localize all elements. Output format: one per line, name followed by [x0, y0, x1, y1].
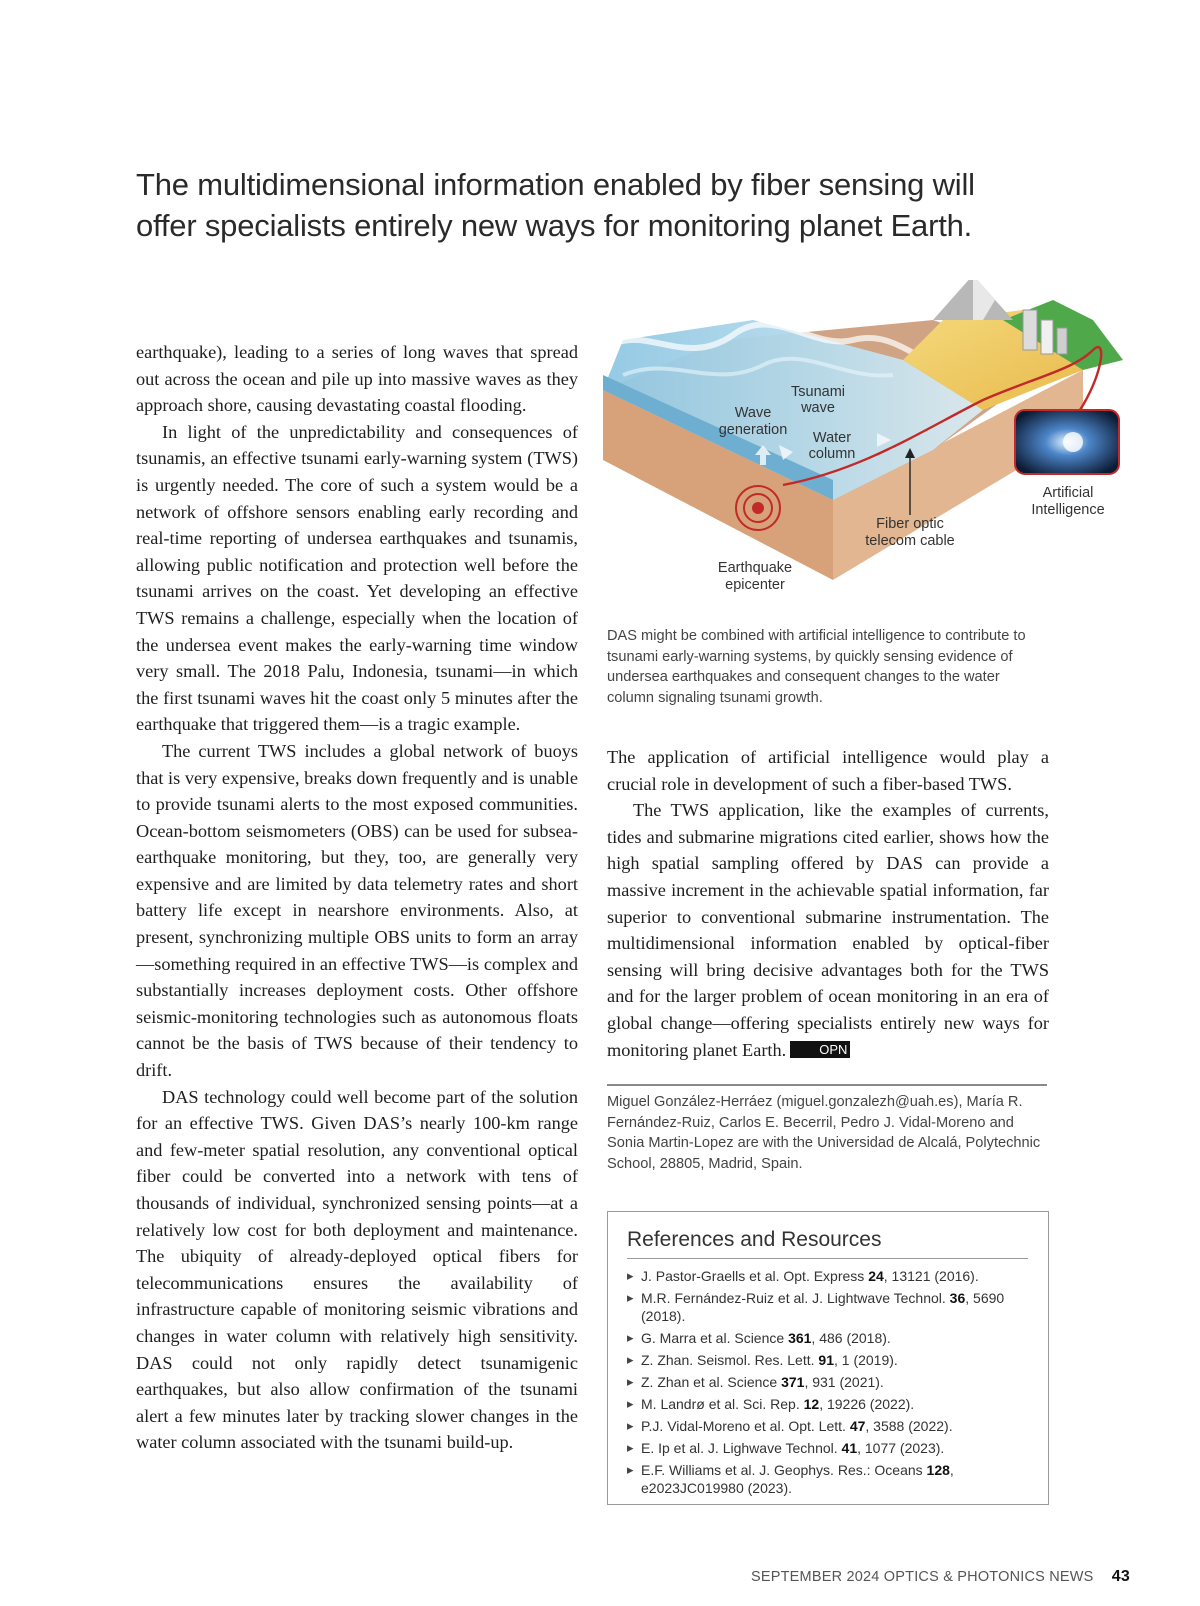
paragraph [607, 797, 1049, 1063]
label-ai: Intelligence [1031, 502, 1105, 518]
ref-volume: 371 [781, 1374, 805, 1390]
reference-item [627, 1373, 1028, 1391]
references-list [627, 1267, 1028, 1497]
ref-text: , 486 (2018). [811, 1330, 891, 1346]
reference-item [627, 1267, 1028, 1285]
ref-text: , 1 (2019). [833, 1352, 898, 1368]
label-water-column: Water [812, 430, 852, 446]
ref-text: , 13121 (2016). [883, 1268, 979, 1284]
ref-text: P.J. Vidal-Moreno et al. Opt. Lett. [641, 1418, 850, 1434]
ref-text: Z. Zhan. Seismol. Res. Lett. [641, 1352, 819, 1368]
ref-volume: 41 [841, 1440, 858, 1456]
paragraph: The current TWS includes a global network of buoys that is very expensive, breaks down frequently and is unable to provide tsunami alerts to the most exposed communities. Ocean-bottom seismometers (OBS) can be used for subsea-earthquake monitoring, but they, too, are generally very expensive and are limited by data telemetry rates and short battery life except in nearshore environments. Also, at present, synchronizing multiple OBS units to form an array—something required in an effective TWS—is complex and substantially increases deployment costs. Other offshore seismic-monitoring technologies such as autonomous floats cannot be the basis of TWS because of their tendency to drift. [136, 740, 578, 1081]
reference-item [627, 1329, 1028, 1347]
paragraph: In light of the unpredictability and consequences of tsunamis, an effective tsunami early-warning system (TWS) is urgently needed. The core of such a system would be a network of offshore sensors enabling early recording and real-time reporting of undersea earthquakes and tsunamis, allowing public notification and protection well before the tsunami arrives on the coast. Yet developing an effective TWS remains a challenge, especially when the location of the undersea event makes the early-warning time window very small. The 2018 Palu, Indonesia, tsunami—in which the first tsunami waves hit the coast only 5 minutes after the earthquake that triggered them—is a tragic example. [136, 421, 578, 735]
page-number: 43 [1111, 1568, 1130, 1585]
ref-text: E. Ip et al. J. Lighwave Technol. [641, 1440, 842, 1456]
reference-item [627, 1439, 1028, 1457]
ref-text: , 5690 (2018). [641, 1290, 1005, 1324]
reference-item [627, 1395, 1028, 1413]
ref-text: , 3588 (2022). [865, 1418, 953, 1434]
ref-volume: 36 [949, 1290, 966, 1306]
pull-quote-line-1: The multidimensional information enabled by fiber sensing will [136, 167, 975, 202]
paragraph: earthquake), leading to a series of long waves that spread out across the ocean and pile up into massive waves as they approach shore, causing devastating coastal flooding. [136, 342, 578, 416]
label-tsunami-wave: wave [801, 400, 835, 416]
ref-text: J. Pastor-Graells et al. Opt. Express [641, 1268, 869, 1284]
right-column [607, 744, 1049, 1063]
paragraph: DAS technology could well become part of the solution for an effective TWS. Given DAS’s nearly 100-km range and few-meter spatial resolution, any conventional optical fiber could be converted into a network with tens of thousands of individual, synchronized sensing points—at a relatively low cost for both deployment and maintenance. The ubiquity of already-deployed optical fibers for telecommunications ensures the availability of infrastructure capable of monitoring seismic vibrations and changes in water column with relatively high sensitivity. DAS could not only rapidly detect tsunamigenic earthquakes, but also allow confirmation of the tsunami alert a few minutes later by tracking slower changes in the water column associated with the tsunami build-up. [136, 1086, 578, 1453]
epicenter-ring [752, 502, 764, 514]
label-fiber-cable: telecom cable [865, 533, 955, 549]
ref-text: G. Marra et al. Science [641, 1330, 789, 1346]
ref-volume: 47 [849, 1418, 866, 1434]
opn-end-badge: OPN [790, 1041, 850, 1058]
ref-text: , e2023JC019980 (2023). [641, 1462, 954, 1496]
ref-text: M.R. Fernández-Ruiz et al. J. Lightwave Technol. [641, 1290, 950, 1306]
building [1023, 310, 1037, 350]
ref-volume: 361 [788, 1330, 812, 1346]
reference-item [627, 1289, 1028, 1325]
ref-text: , 931 (2021). [804, 1374, 884, 1390]
ref-volume: 128 [926, 1462, 950, 1478]
label-ai: Artificial [1042, 485, 1094, 501]
tsunami-das-figure [603, 280, 1163, 610]
label-fiber-cable: Fiber optic [876, 516, 944, 532]
ref-text: M. Landrø et al. Sci. Rep. [641, 1396, 804, 1412]
ref-volume: 12 [803, 1396, 820, 1412]
footer-magazine: OPTICS & PHOTONICS NEWS [883, 1569, 1094, 1585]
figure-caption: DAS might be combined with artificial intelligence to contribute to tsunami early-warning systems, by quickly sensing evidence of undersea earthquakes and consequent changes to the water column signaling tsunami growth. [607, 628, 1026, 706]
reference-item [627, 1461, 1028, 1497]
author-affiliations: Miguel González-Herráez (miguel.gonzalezh@uah.es), María R. Fernández-Ruiz, Carlos E. Becerril, Pedro J. Vidal-Moreno and Sonia Martin-Lopez are with the Universidad de Alcalá, Polytechnic School, 28805, Madrid, Spain. [607, 1084, 1047, 1174]
ref-text: , 19226 (2022). [819, 1396, 915, 1412]
building [1041, 320, 1053, 354]
pull-quote-line-2: offer specialists entirely new ways for monitoring planet Earth. [136, 208, 973, 243]
ref-text: E.F. Williams et al. J. Geophys. Res.: Oceans [641, 1462, 927, 1478]
ref-volume: 24 [868, 1268, 884, 1284]
building [1057, 328, 1067, 354]
ref-text: Z. Zhan et al. Science [641, 1374, 782, 1390]
reference-item [627, 1351, 1028, 1369]
paragraph-text: The TWS application, like the examples of currents, tides and submarine migrations cited earlier, shows how the high spatial sampling offered by DAS can provide a massive increment in the achievable spatial information, far superior to conventional submarine instrumentation. The multidimensional information enabled by optical-fiber sensing will bring decisive advantages both for the TWS and for the larger problem of ocean monitoring in an era of global change—offering specialists entirely new ways for monitoring planet Earth. [607, 800, 1049, 1060]
footer-issue: SEPTEMBER 2024 [751, 1569, 880, 1585]
references-title: References and Resources [627, 1228, 1028, 1259]
label-water-column: column [808, 446, 856, 462]
paragraph: The application of artificial intelligence would play a crucial role in development of such a fiber-based TWS. [607, 747, 1049, 794]
label-wave-generation: Wave [734, 405, 772, 421]
page-footer [751, 1568, 1130, 1586]
label-epicenter: Earthquake [717, 560, 793, 576]
pull-quote [136, 164, 1036, 246]
ref-text: , 1077 (2023). [857, 1440, 945, 1456]
label-tsunami-wave: Tsunami [791, 384, 845, 400]
ref-volume: 91 [818, 1352, 834, 1368]
references-box [607, 1211, 1049, 1505]
reference-item [627, 1417, 1028, 1435]
label-epicenter: epicenter [725, 577, 785, 593]
ai-glow-dot [1063, 432, 1083, 452]
label-wave-generation: generation [718, 422, 788, 438]
left-column [136, 339, 578, 1456]
